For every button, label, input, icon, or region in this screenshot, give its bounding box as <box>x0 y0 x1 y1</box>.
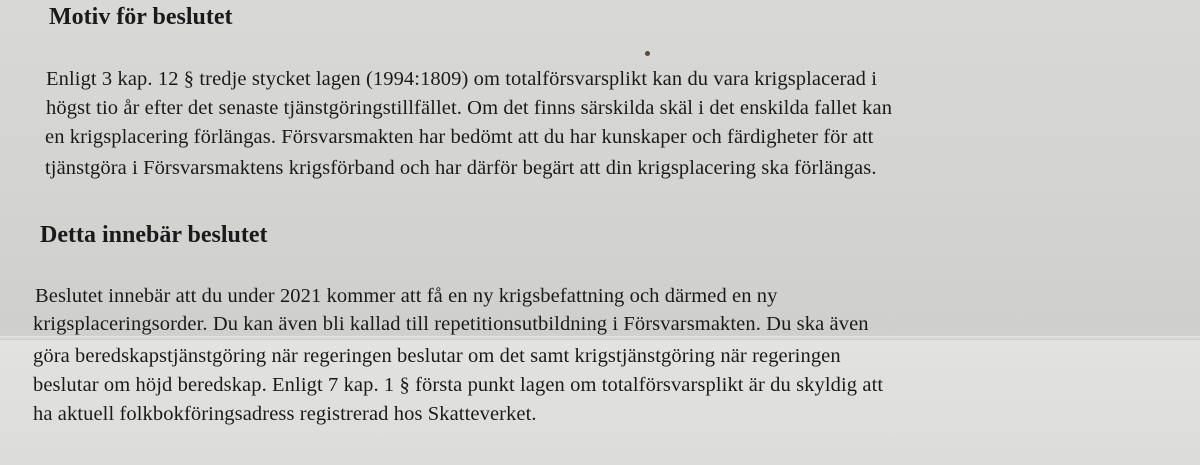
paragraph-line: tjänstgöra i Försvarsmaktens krigsförband och har därför begärt att din krigsplacering ska förlängas. <box>45 157 877 179</box>
paragraph-line: göra beredskapstjänstgöring när regeringen beslutar om det samt krigstjänstgöring när regeringen <box>33 345 841 367</box>
paragraph-line: Beslutet innebär att du under 2021 kommer att få en ny krigsbefattning och därmed en ny <box>35 285 778 307</box>
paragraph-line: Enligt 3 kap. 12 § tredje stycket lagen (1994:1809) om totalförsvarsplikt kan du vara krigsplacerad i <box>46 68 878 90</box>
section-heading-detta: Detta innebär beslutet <box>40 222 268 248</box>
paragraph-line: krigsplaceringsorder. Du kan även bli kallad till repetitionsutbildning i Försvarsmakten. Du ska även <box>33 313 869 335</box>
paper-speck <box>645 51 650 56</box>
paragraph-line: beslutar om höjd beredskap. Enligt 7 kap. 1 § första punkt lagen om totalförsvarsplikt är du skyldig att <box>33 374 884 396</box>
paragraph-line: högst tio år efter det senaste tjänstgöringstillfället. Om det finns särskilda skäl i det enskilda fallet kan <box>46 97 893 119</box>
paper-fold <box>0 336 1200 340</box>
paragraph-line: ha aktuell folkbokföringsadress registrerad hos Skatteverket. <box>33 403 537 425</box>
paragraph-line: en krigsplacering förlängas. Försvarsmakten har bedömt att du har kunskaper och färdigheter för att <box>45 126 874 148</box>
section-heading-motiv: Motiv för beslutet <box>49 4 233 30</box>
